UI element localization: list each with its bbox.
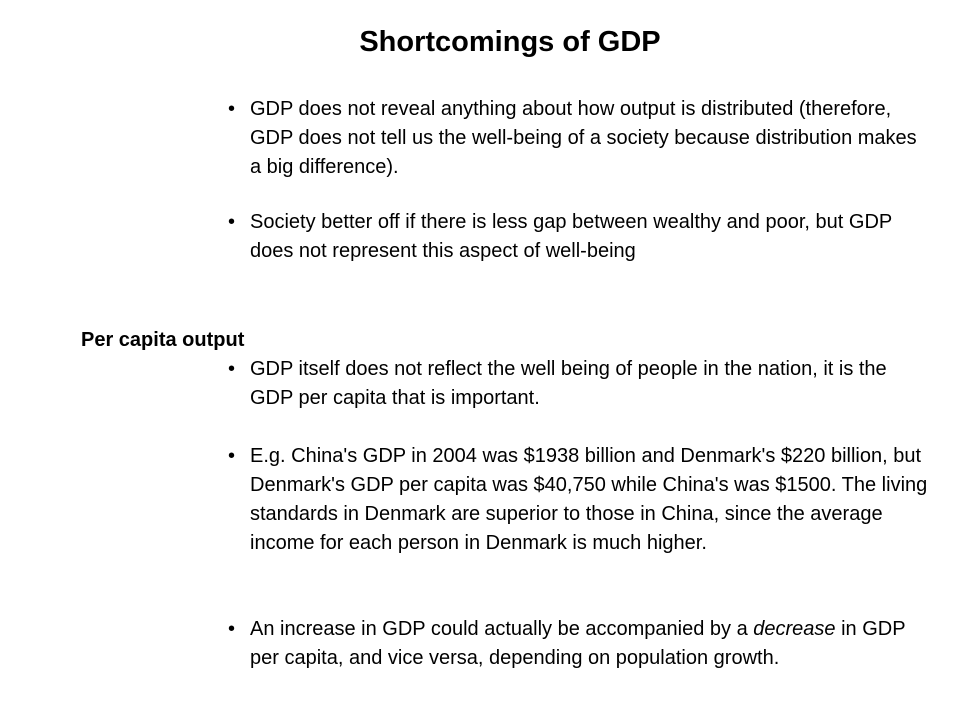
bullet-inequality [228, 208, 928, 266]
bullet-marker: • [228, 211, 236, 233]
bullet-text-before: An increase in GDP could actually be accompanied by a [250, 618, 754, 640]
bullet-marker: • [228, 445, 236, 467]
bullet-text: GDP does not reveal anything about how output is distributed (therefore, GDP does not tell us the well-being of a society because distribution makes a big difference). [250, 98, 917, 178]
bullet-text: Society better off if there is less gap between wealthy and poor, but GDP does not represent this aspect of well-being [250, 211, 892, 262]
bullet-marker: • [228, 618, 236, 640]
emphasis-decrease: decrease [753, 618, 836, 640]
bullet-text: E.g. China's GDP in 2004 was $1938 billion and Denmark's $220 billion, but Denmark's GDP per capita was $40,750 while China's was $1500. The living standards in Denmark are superior to those in China, since the average income for each person in Denmark is much higher. [250, 445, 928, 554]
bullet-marker: • [228, 358, 236, 380]
bullet-china-denmark [228, 442, 928, 558]
page-title: Shortcomings of GDP [359, 26, 661, 58]
bullet-per-capita [228, 355, 928, 413]
bullet-text [250, 618, 905, 669]
section-heading-per-capita: Per capita output [81, 329, 245, 351]
bullet-population-growth [228, 615, 928, 673]
bullet-text-after: in GDP per capita, and vice versa, depending on population growth. [250, 618, 906, 669]
bullet-distribution [228, 95, 928, 182]
bullet-marker: • [228, 98, 236, 120]
bullet-text: GDP itself does not reflect the well being of people in the nation, it is the GDP per capita that is important. [250, 358, 887, 409]
